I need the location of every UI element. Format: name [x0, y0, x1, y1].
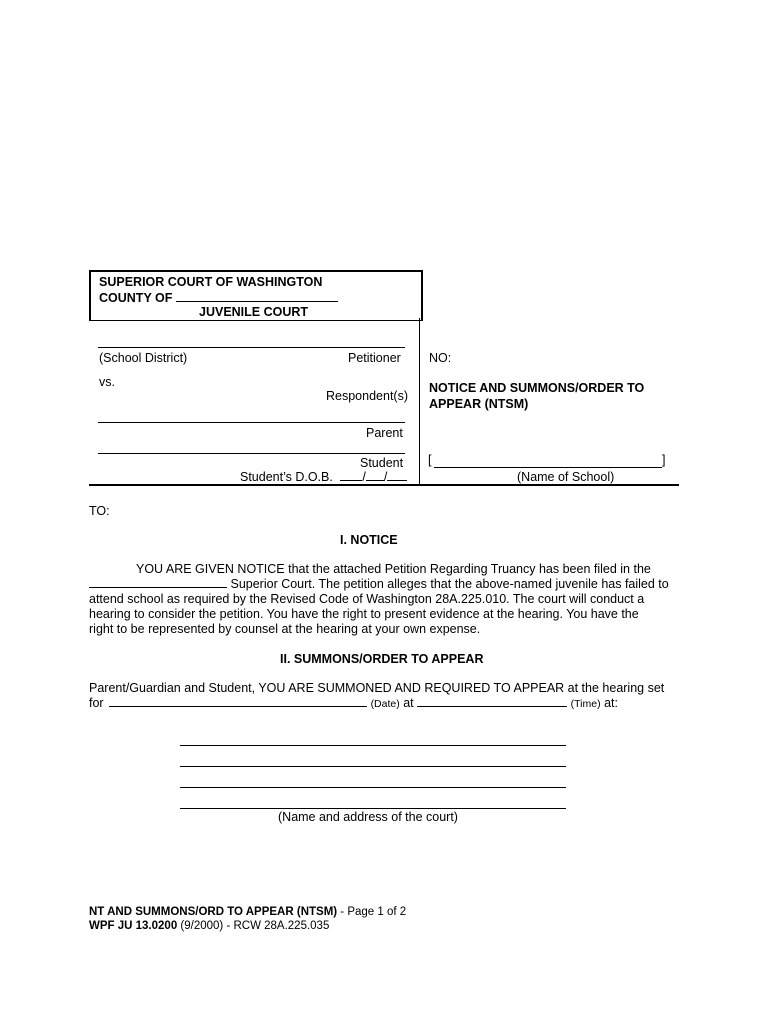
notice-paragraph-line: hearing to consider the petition. You have the right to present evidence at the hearing. You have the	[89, 607, 639, 621]
to-label: TO:	[89, 504, 110, 518]
hearing-details-line	[89, 696, 618, 710]
summons-heading: II. SUMMONS/ORDER TO APPEAR	[280, 652, 484, 666]
court-county-blank[interactable]	[89, 587, 227, 588]
dob-label: Student’s D.O.B.	[240, 470, 333, 484]
dob-day-blank[interactable]	[366, 480, 384, 481]
at-colon-label: at:	[604, 696, 618, 710]
court-address-line-3[interactable]	[180, 787, 566, 788]
notice-paragraph-line	[89, 577, 669, 591]
juvenile-court-label: JUVENILE COURT	[199, 305, 309, 319]
time-caption: (Time)	[570, 698, 601, 710]
parent-label: Parent	[366, 426, 403, 440]
caption-bottom-rule	[89, 484, 679, 486]
summons-paragraph-line: Parent/Guardian and Student, YOU ARE SUMMONED AND REQUIRED TO APPEAR at the hearing set	[89, 681, 665, 695]
footer-form-number-text: WPF JU 13.0200	[89, 920, 178, 932]
student-line[interactable]	[98, 453, 405, 454]
school-bracket-open: [	[428, 453, 432, 467]
notice-line2-text: Superior Court. The petition alleges that the above-named juvenile has failed to	[230, 577, 669, 591]
footer-form-date: (9/2000) - RCW 28A.225.035	[177, 920, 330, 932]
parent-line[interactable]	[98, 422, 405, 423]
court-name: SUPERIOR COURT OF WASHINGTON	[99, 275, 323, 289]
caption-divider	[419, 318, 420, 484]
notice-paragraph-line: attend school as required by the Revised Code of Washington 28A.225.010. The court will conduct a	[89, 592, 645, 606]
at-label: at	[403, 696, 414, 710]
court-name-caption: (Name and address of the court)	[278, 810, 458, 824]
dob-row	[240, 470, 407, 484]
document-title-line2: APPEAR (NTSM)	[429, 397, 529, 411]
school-district-label: (School District)	[99, 351, 188, 365]
school-bracket-close: ]	[662, 453, 666, 467]
footer-page-info: - Page 1 of 2	[337, 906, 407, 918]
date-caption: (Date)	[370, 698, 400, 710]
petitioner-label: Petitioner	[348, 351, 401, 365]
document-title-line1: NOTICE AND SUMMONS/ORDER TO	[429, 381, 645, 395]
dob-separator: /	[383, 470, 388, 484]
case-number-label: NO:	[429, 351, 452, 365]
court-address-line-1[interactable]	[180, 745, 566, 746]
vs-label: vs.	[99, 375, 115, 389]
respondents-label: Respondent(s)	[326, 389, 408, 403]
notice-paragraph-line: right to be represented by counsel at the hearing at your own expense.	[89, 622, 481, 636]
county-blank[interactable]	[176, 301, 338, 302]
for-label: for	[89, 696, 104, 710]
student-label: Student	[360, 456, 404, 470]
notice-heading: I. NOTICE	[340, 533, 398, 547]
dob-separator: /	[362, 470, 366, 484]
name-of-school-label: (Name of School)	[517, 470, 615, 484]
dob-month-blank[interactable]	[340, 480, 362, 481]
court-address-line-2[interactable]	[180, 766, 566, 767]
hearing-time-blank[interactable]	[417, 706, 567, 707]
county-label	[99, 291, 338, 305]
footer-form-title	[89, 906, 406, 918]
school-name-blank[interactable]	[434, 467, 662, 468]
dob-year-blank[interactable]	[387, 480, 407, 481]
court-address-line-4[interactable]	[180, 808, 566, 809]
footer-form-number	[89, 920, 329, 932]
school-district-line[interactable]	[98, 347, 405, 348]
footer-title-text: NT AND SUMMONS/ORD TO APPEAR (NTSM)	[89, 906, 338, 918]
hearing-date-blank[interactable]	[109, 706, 367, 707]
county-label-text: COUNTY OF	[99, 291, 173, 305]
notice-paragraph-line: YOU ARE GIVEN NOTICE that the attached Petition Regarding Truancy has been filed in the	[136, 562, 651, 576]
